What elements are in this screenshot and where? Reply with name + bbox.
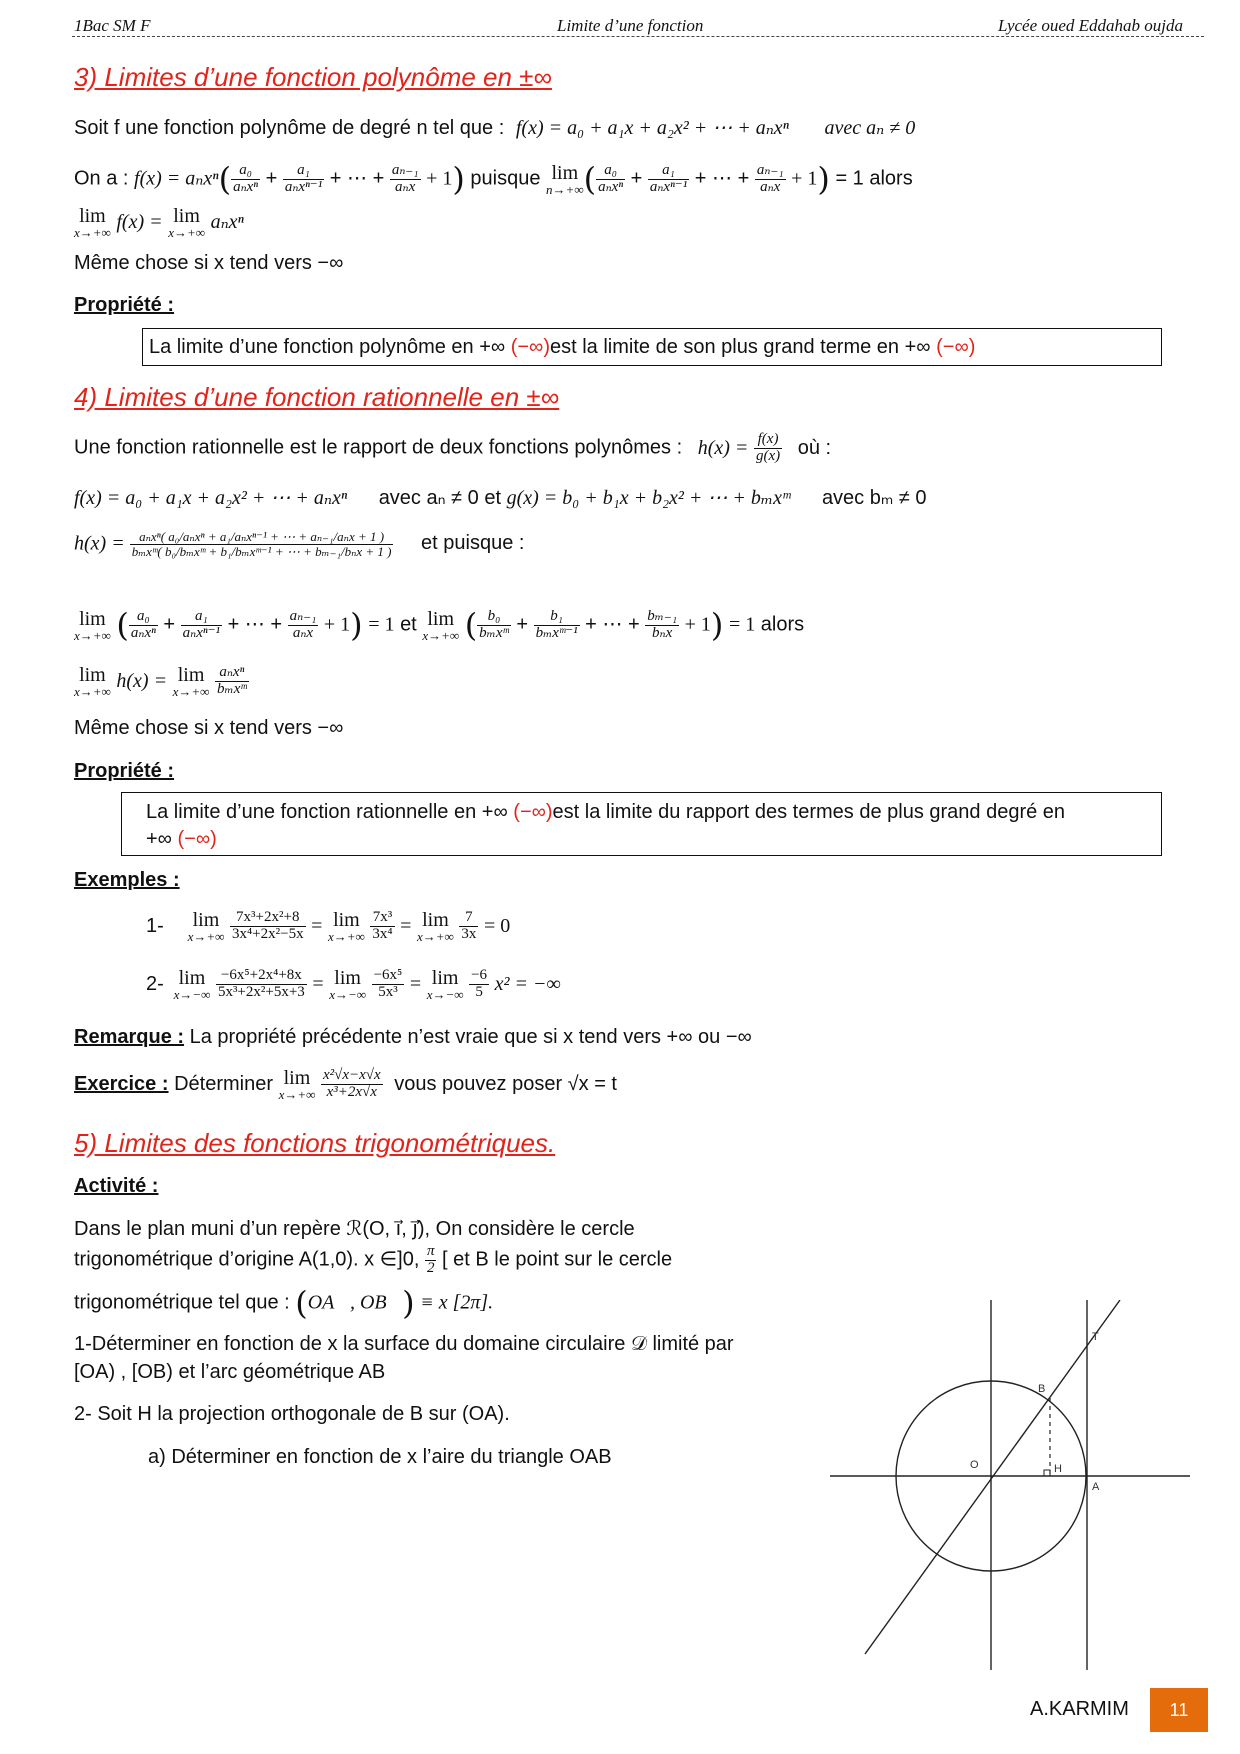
section5-q2a: a) Déterminer en fonction de x l’aire du triangle OAB [148, 1446, 612, 1468]
section4-remark-label: Remarque : [74, 1026, 185, 1048]
label-A: A [1092, 1481, 1100, 1493]
section4-f-cond: avec aₙ ≠ 0 et [378, 487, 502, 509]
section3-intro-cond: avec aₙ ≠ 0 [824, 117, 916, 139]
example-1-num: 1- [146, 914, 164, 937]
section4-et: et [400, 613, 417, 636]
section4-exercise-label: Exercice : [74, 1072, 169, 1095]
section3-intro-line [74, 115, 915, 140]
section3-intro-formula: f(x) = a₀ + a₁x + a₂x² + ⋯ + aₙxⁿ [515, 117, 789, 139]
section5-p3: trigonométrique tel que : (OA⃗, OB⃗) ≡ x [2π]. [74, 1284, 494, 1322]
footer-author: A.KARMIM [1030, 1698, 1129, 1720]
section4-h-limit: lim x→+∞ h(x) = lim x→+∞ $\frac{\text{aₙxⁿ}}{\text{bₘxᵐ}}$ [74, 664, 247, 699]
section4-intro-line: Une fonction rationnelle est le rapport de deux fonctions polynômes : h(x) = $\frac{f(x)}{g(x)}$ où : [74, 431, 832, 464]
example-1: 1- lim x→+∞ $\frac{\text{7x³+2x²+8}}{\text{3x⁴+2x²−5x}}$ = lim x→+∞ $\frac{\text{7x³}}{\text{3x⁴}}$ = lim x→+∞ $\frac{7}{3x}$ = 0 [146, 909, 511, 944]
section3-prop-text-1: La limite d’une fonction polynôme en +∞ [149, 336, 506, 358]
section4-fg-line [74, 485, 927, 510]
example-2: 2- lim x→−∞ $\frac{\text{−6x⁵+2x⁴+8x}}{\text{5x³+2x²+5x+3}}$ = lim x→−∞ $\frac{\text{−6x⁵}}{\text{5x³}}$ = lim x→−∞ $\frac{-6}{5}$ x² = −∞ [146, 967, 561, 1002]
section5-q1b: [OA) , [OB) et l’arc géométrique AB [74, 1361, 386, 1383]
label-H: H [1054, 1463, 1062, 1475]
label-T: T [1092, 1331, 1099, 1343]
ray-OB [865, 1300, 1120, 1654]
header-left: 1Bac SM F [74, 16, 151, 35]
section4-prop-text-3: +∞ [146, 828, 172, 850]
section4-intro: Une fonction rationnelle est le rapport de deux fonctions polynômes : [74, 436, 683, 459]
section5-p3b: ≡ x [2π]. [420, 1291, 494, 1314]
section4-prop-red-1: (−∞) [513, 801, 553, 823]
section4-et-puisque: et puisque : [421, 532, 525, 555]
header-center: Limite d’une fonction [557, 16, 704, 35]
section3-on-a: On a : [74, 167, 129, 190]
section5-p2a: trigonométrique d’origine A(1,0). x ∈]0, [74, 1248, 420, 1271]
section5-p3a: trigonométrique tel que : [74, 1291, 290, 1314]
section3-prop-red-1: (−∞) [510, 336, 550, 358]
section4-prop-text-2: est la limite du rapport des termes de plus grand degré en [552, 801, 1066, 823]
section4-remark [74, 1026, 752, 1049]
section4-property-box [121, 792, 1162, 856]
section4-h-expansion: h(x) = $\frac{\text{aₙxⁿ( a₀/aₙxⁿ + a₁/aₙxⁿ⁻¹ + ⋯ + aₙ₋₁/aₙx + 1 )}}{\text{bₘxᵐ( b₀/bₘxᵐ + b₁/bₘxᵐ⁻¹ + ⋯ + bₘ₋₁/bₙx + 1 )}}$ et puisque : [74, 529, 525, 559]
section4-g-formula: g(x) = b₀ + b₁x + b₂x² + ⋯ + bₘxᵐ [506, 487, 791, 509]
section4-exercise-text: Déterminer [174, 1072, 273, 1095]
section4-h-def: h(x) = [697, 436, 749, 459]
section3-intro: Soit f une fonction polynôme de degré n tel que : [74, 117, 505, 139]
section4-alors: alors [760, 613, 805, 636]
section3-meme: Même chose si x tend vers −∞ [74, 252, 344, 274]
section4-ou: où : [797, 436, 832, 459]
section5-title: 5) Limites des fonctions trigonométriques. [74, 1128, 556, 1158]
section5-p2b: [ et B le point sur le cercle [442, 1248, 673, 1271]
section5-q1a: 1-Déterminer en fonction de x la surface du domaine circulaire 𝒟 limité par [74, 1333, 734, 1355]
section3-prop-red-2: (−∞) [936, 336, 976, 358]
section4-g-cond: avec bₘ ≠ 0 [821, 487, 927, 509]
section4-meme: Même chose si x tend vers −∞ [74, 717, 344, 739]
section4-exercise-hint: vous pouvez poser √x = t [394, 1072, 617, 1095]
section5-p1: Dans le plan muni d’un repère ℛ(O, ı⃗, ȷ⃗), On considère le cercle [74, 1218, 635, 1240]
section3-puisque: puisque [470, 167, 541, 190]
label-O: O [970, 1459, 979, 1471]
section5-activity-label: Activité : [74, 1175, 159, 1197]
section3-equals-one: = 1 alors [835, 167, 913, 190]
section3-title: 3) Limites d’une fonction polynôme en ±∞ [74, 62, 552, 92]
label-B: B [1038, 1383, 1046, 1395]
header-divider [72, 36, 1204, 37]
example-2-num: 2- [146, 972, 164, 995]
section4-remark-text: La propriété précédente n’est vraie que si x tend vers +∞ ou −∞ [189, 1026, 752, 1048]
page-number: 11 [1150, 1688, 1208, 1732]
section5-q2: 2- Soit H la projection orthogonale de B sur (OA). [74, 1403, 510, 1425]
section4-examples-label: Exemples : [74, 869, 180, 891]
section4-title: 4) Limites d’une fonction rationnelle en ±∞ [74, 382, 560, 412]
right-angle-mark [1044, 1470, 1050, 1476]
section3-property-box [142, 328, 1162, 366]
section3-limit-line: lim x→+∞ f(x) = lim x→+∞ aₙxⁿ [74, 205, 244, 240]
section3-prop-label: Propriété : [74, 294, 175, 316]
trig-circle-figure [830, 1300, 1190, 1670]
section4-prop-text-1: La limite d’une fonction rationnelle en +∞ [146, 801, 508, 823]
header-right: Lycée oued Eddahab oujda [998, 16, 1184, 35]
section3-prop-text-2: est la limite de son plus grand terme en +∞ [549, 336, 931, 358]
section4-exercise: Exercice : Déterminer lim x→+∞ $\frac{\text{x²√x−x√x}}{\text{x³+2x√x}}$ vous pouvez poser √x = t [74, 1067, 617, 1102]
section4-f-formula: f(x) = a₀ + a₁x + a₂x² + ⋯ + aₙxⁿ [74, 487, 348, 509]
section4-prop-label: Propriété : [74, 760, 175, 782]
section3-factor-line: On a : f(x) = aₙxⁿ( $\frac{\text{a₀}}{\text{aₙxⁿ}}$ + $\frac{\text{a₁}}{\text{aₙxⁿ⁻¹}}$ + ⋯ + $\frac{\text{aₙ₋₁}}{\text{aₙx}}$ + 1) puisque lim n→+∞ ( $\frac{\text{a₀}}{\text{aₙxⁿ}}$ + $\frac{\text{a₁}}{\text{aₙxⁿ⁻¹}}$ + ⋯ + $\frac{\text{aₙ₋₁}}{\text{aₙx}}$ + 1) = 1 alors [74, 160, 913, 198]
section5-p2: trigonométrique d’origine A(1,0). x ∈]0, $\frac{\pi}{2}$ [ et B le point sur le cercle [74, 1243, 673, 1276]
section4-limits-line: lim x→+∞ ( $\frac{\text{a₀}}{\text{aₙxⁿ}}$ + $\frac{\text{a₁}}{\text{aₙxⁿ⁻¹}}$ + ⋯ + $\frac{\text{aₙ₋₁}}{\text{aₙx}}$ + 1) = 1 et lim x→+∞ ( $\frac{\text{b₀}}{\text{bₘxᵐ}}$ + $\frac{\text{b₁}}{\text{bₘxᵐ⁻¹}}$ + ⋯ + $\frac{\text{bₘ₋₁}}{\text{bₙx}}$ + 1) = 1 alors [74, 606, 805, 644]
section4-prop-red-2: (−∞) [177, 828, 217, 850]
